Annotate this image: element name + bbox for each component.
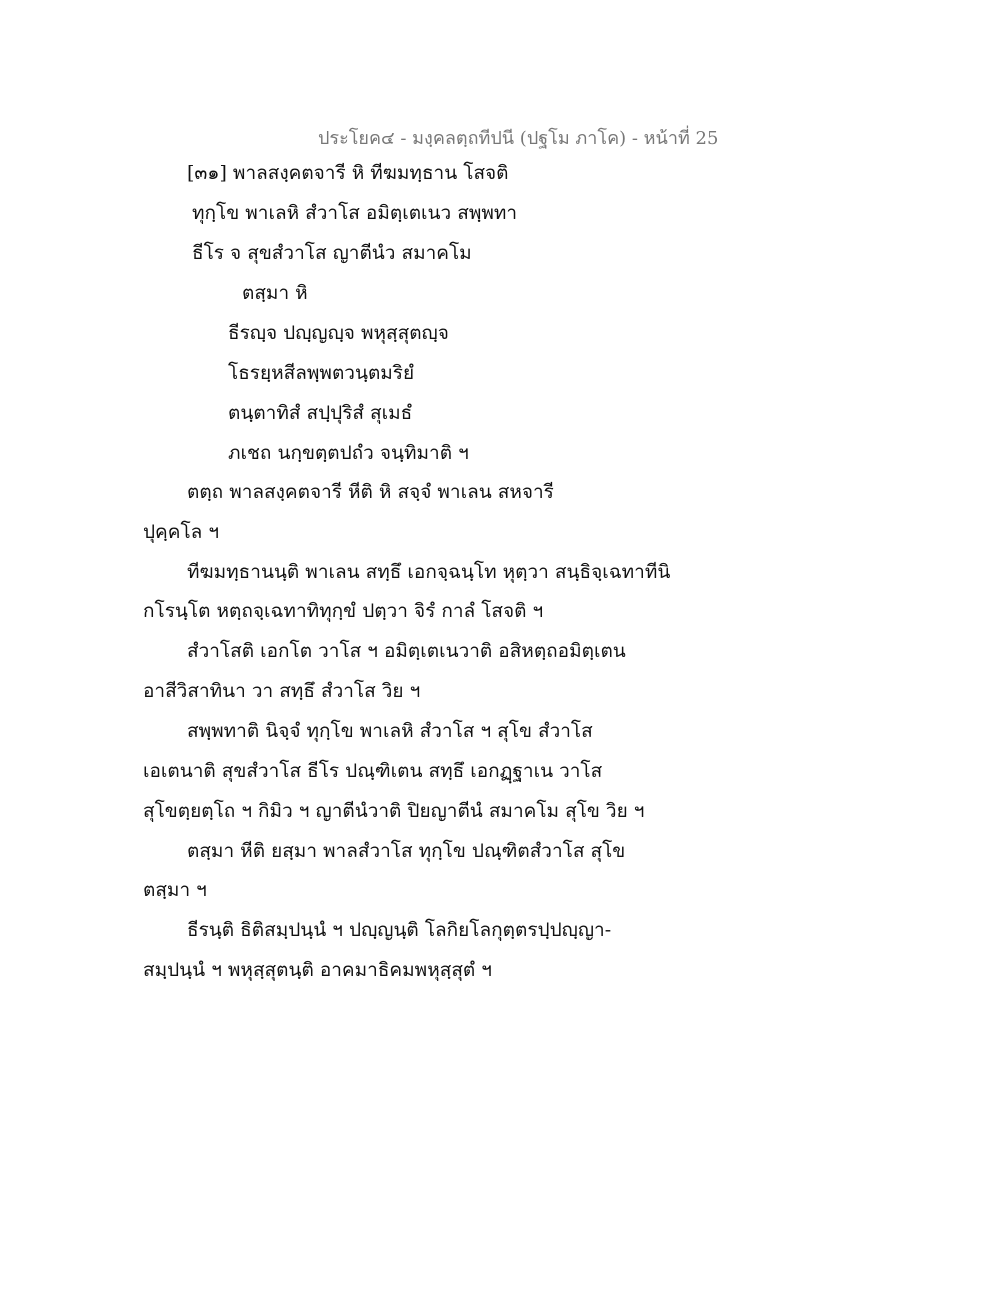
commentary-line: ตสฺมา หีติ ยสฺมา พาลสํวาโส ทุกฺโข ปณฺฑิตสํวาโส สุโข	[187, 840, 626, 862]
page-header: ประโยค๔ - มงฺคลตฺถทีปนี (ปฐโม ภาโค) - หน้าที่ 25	[318, 128, 719, 149]
verse-line: ทุกฺโข พาเลหิ สํวาโส อมิตฺเตเนว สพฺพทา	[192, 202, 518, 224]
commentary-line: ตตฺถ พาลสงฺคตจารี หีติ หิ สจฺจํ พาเลน สหจารี	[187, 481, 554, 503]
verse-line: ภเชถ นกฺขตฺตปถํว จนฺทิมาติ ฯ	[228, 442, 469, 464]
verse-line: ธีโร จ สุขสํวาโส ญาตีนํว สมาคโม	[192, 242, 472, 264]
commentary-line: สุโขตฺยตฺโถ ฯ กิมิว ฯ ญาตีนํวาติ ปิยญาตีนํ สมาคโม สุโข วิย ฯ	[143, 800, 645, 822]
commentary-line: ปุคฺคโล ฯ	[143, 521, 220, 543]
commentary-line: ธีรนฺติ ธิติสมฺปนฺนํ ฯ ปญฺญนฺติ โลกิยโลกุตฺตรปฺปญฺญา-	[187, 919, 612, 941]
verse-line: ธีรญฺจ ปญฺญญฺจ พหุสฺสุตญฺจ	[228, 322, 449, 344]
commentary-line: ตสฺมา ฯ	[143, 879, 207, 901]
commentary-line: อาสีวิสาทินา วา สทฺธึ สํวาโส วิย ฯ	[143, 680, 421, 702]
commentary-line: ทีฆมทฺธานนฺติ พาเลน สทฺธึ เอกจฺฉนฺโท หุตฺวา สนฺธิจฺเฉทาทีนิ	[187, 561, 671, 583]
commentary-line: สพฺพทาติ นิจฺจํ ทุกฺโข พาเลหิ สํวาโส ฯ สุโข สํวาโส	[187, 720, 593, 742]
commentary-line: สํวาโสติ เอกโต วาโส ฯ อมิตฺเตเนวาติ อสิหตฺถอมิตฺเตน	[187, 640, 626, 662]
commentary-line: กโรนฺโต หตฺถจฺเฉทาทิทุกฺขํ ปตฺวา จิรํ กาลํ โสจติ ฯ	[143, 600, 544, 622]
verse-line: โธรยฺหสีลพฺพตวนฺตมริยํ	[228, 362, 415, 384]
commentary-line: สมฺปนฺนํ ฯ พหุสฺสุตนฺติ อาคมาธิคมพหุสฺสุตํ ฯ	[143, 959, 492, 981]
verse-line: ตสฺมา หิ	[242, 282, 308, 304]
verse-line: ตนฺตาทิสํ สปฺปุริสํ สุเมธํ	[228, 402, 413, 424]
commentary-line: เอเตนาติ สุขสํวาโส ธีโร ปณฺฑิเตน สทฺธึ เอกฏฺฐาเน วาโส	[143, 760, 603, 782]
verse-line: [๓๑] พาลสงฺคตจารี หิ ทีฆมทฺธาน โสจติ	[187, 162, 509, 184]
